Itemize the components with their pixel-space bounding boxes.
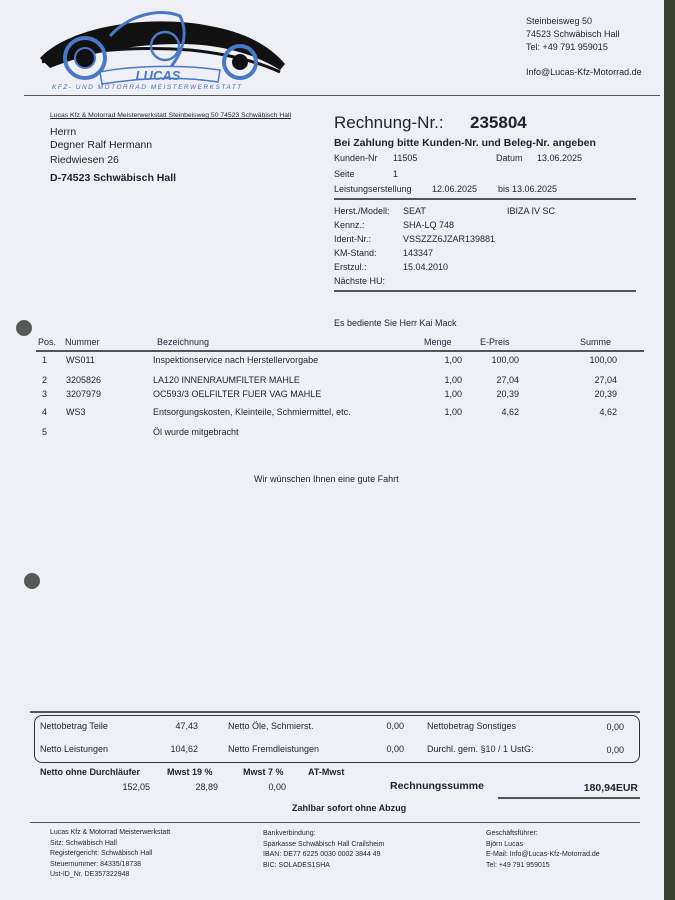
invoice-total-label: Rechnungssumme <box>390 780 484 792</box>
row-pos: 2 <box>42 375 48 385</box>
footer-line: Registergericht: Schwäbisch Hall <box>50 850 153 857</box>
netto-sonstiges-value: 0,00 <box>606 722 624 732</box>
total-underline <box>498 797 640 799</box>
invoice-title: Rechnung-Nr.: <box>334 113 444 132</box>
row-number: 3205826 <box>66 375 102 385</box>
footer-line: Geschäftsführer: <box>486 830 538 837</box>
company-phone: Tel: +49 791 959015 <box>526 42 608 52</box>
plate-label: Kennz.: <box>334 220 365 230</box>
lucas-logo <box>30 6 298 88</box>
row-pos: 3 <box>42 389 48 399</box>
col-header-pos: Pos. <box>38 337 57 347</box>
row-number: WS3 <box>66 407 86 417</box>
row-description: Inspektionservice nach Herstellervorgabe <box>153 355 319 365</box>
customer-number: 11505 <box>393 153 418 163</box>
mwst7-label: Mwst 7 % <box>243 767 284 777</box>
km-value: 143347 <box>403 248 434 258</box>
footer-company-info <box>50 828 170 881</box>
row-sum: 20,39 <box>594 389 617 399</box>
footer-line: Lucas Kfz & Motorrad Meisterwerkstatt <box>50 829 171 836</box>
durchlaeufer-label: Durchl. gem. §10 / 1 UstG: <box>427 744 534 754</box>
km-label: KM-Stand: <box>334 248 377 258</box>
closing-wish: Wir wünschen Ihnen eine gute Fahrt <box>254 474 399 484</box>
row-quantity: 1,00 <box>444 407 462 417</box>
col-header-description: Bezeichnung <box>157 337 210 347</box>
service-to: bis 13.06.2025 <box>498 184 558 194</box>
row-quantity: 1,00 <box>444 355 462 365</box>
recipient-street: Riedwiesen 26 <box>50 154 119 166</box>
row-description: LA120 INNENRAUMFILTER MAHLE <box>153 375 300 385</box>
header-divider <box>24 95 660 96</box>
netto-oele-value: 0,00 <box>386 721 404 731</box>
vehicle-divider <box>334 290 636 292</box>
date-label: Datum <box>496 153 523 163</box>
row-unit-price: 27,04 <box>496 375 519 385</box>
row-sum: 27,04 <box>594 375 617 385</box>
col-header-unit-price: E-Preis <box>480 337 510 347</box>
mwst7-value: 0,00 <box>268 782 286 792</box>
footer-line: BIC: SOLADES1SHA <box>263 861 330 869</box>
punch-hole-top <box>16 320 32 336</box>
row-description: Entsorgungskosten, Kleinteile, Schmiermittel, etc. <box>153 407 351 417</box>
recipient-salutation: Herrn <box>50 126 77 138</box>
col-header-quantity: Menge <box>424 337 452 347</box>
row-description: Öl wurde mitgebracht <box>153 427 239 437</box>
col-header-sum: Summe <box>580 337 612 347</box>
netto-fremd-label: Netto Fremdleistungen <box>228 744 320 754</box>
row-sum: 4,62 <box>599 407 617 417</box>
totals-box <box>34 715 640 763</box>
row-unit-price: 4,62 <box>501 407 519 417</box>
footer-line: Tel: +49 791 959015 <box>486 861 550 869</box>
netto-teile-value: 47,43 <box>175 721 198 731</box>
row-pos: 1 <box>42 355 48 365</box>
row-pos: 5 <box>42 427 48 437</box>
slogan: KFZ- UND MOTORRAD MEISTERWERKSTATT <box>52 84 243 91</box>
totals-top-rule <box>30 711 640 713</box>
netto-oele-label: Netto Öle, Schmierst. <box>228 721 314 731</box>
row-description: OC593/3 OELFILTER FUER VAG MAHLE <box>153 389 322 399</box>
invoice-total-value: 180,94EUR <box>583 782 638 794</box>
netto-leistungen-label: Netto Leistungen <box>40 744 109 754</box>
sender-line: Lucas Kfz & Motorrad Meisterwerkstatt Steinbeisweg 50 74523 Schwäbisch Hall <box>50 112 292 119</box>
customer-label: Kunden-Nr <box>334 153 378 163</box>
logo-text: LUCAS <box>135 68 181 83</box>
vehicle-model: IBIZA IV SC <box>507 206 556 216</box>
col-header-number: Nummer <box>65 337 100 347</box>
footer-divider <box>30 822 640 823</box>
invoice-date: 13.06.2025 <box>537 153 583 163</box>
served-by: Es bediente Sie Herr Kai Mack <box>334 318 457 328</box>
netto-fremd-value: 0,00 <box>386 744 404 754</box>
page-number: 1 <box>393 169 399 179</box>
netto-sonstiges-label: Nettobetrag Sonstiges <box>427 721 517 731</box>
footer-line: Steuernummer: 84335/18738 <box>50 860 142 868</box>
netto-leistungen-value: 104,62 <box>170 744 198 754</box>
company-street: Steinbeisweg 50 <box>526 16 593 26</box>
footer-management-info <box>486 829 600 871</box>
company-email: Info@Lucas-Kfz-Motorrad.de <box>526 67 642 77</box>
footer-line: E-Mail: Info@Lucas-Kfz-Motorrad.de <box>486 851 600 858</box>
netto-ohne-durchlaeufer-label: Netto ohne Durchläufer <box>40 767 141 777</box>
row-sum: 100,00 <box>589 355 617 365</box>
recipient-city: D-74523 Schwäbisch Hall <box>50 172 177 184</box>
registration-value: 15.04.2010 <box>403 262 449 272</box>
vehicle-make: SEAT <box>403 206 426 216</box>
vehicle-model-label: Herst./Modell: <box>334 206 390 216</box>
company-city: 74523 Schwäbisch Hall <box>526 29 620 39</box>
row-number: WS011 <box>66 355 95 365</box>
page-label: Seite <box>334 169 355 179</box>
recipient-name: Degner Ralf Hermann <box>50 139 153 151</box>
row-number: 3207979 <box>66 389 102 399</box>
footer-line: Sitz: Schwäbisch Hall <box>50 839 117 847</box>
row-quantity: 1,00 <box>444 389 462 399</box>
mwst19-label: Mwst 19 % <box>167 767 213 777</box>
row-quantity: 1,00 <box>444 375 462 385</box>
vin-label: Ident-Nr.: <box>334 234 372 244</box>
footer-line: Sparkasse Schwäbisch Hall Crailsheim <box>263 840 385 848</box>
mwst19-value: 28,89 <box>195 782 218 792</box>
row-unit-price: 20,39 <box>496 389 519 399</box>
row-unit-price: 100,00 <box>491 355 519 365</box>
row-pos: 4 <box>42 407 48 417</box>
service-from: 12.06.2025 <box>432 184 478 194</box>
footer-line: Ust-ID_Nr. DE357322948 <box>50 871 130 878</box>
registration-label: Erstzul.: <box>334 262 367 272</box>
footer-line: IBAN: DE77 6225 0030 0002 3844 49 <box>263 851 381 858</box>
at-mwst-label: AT-Mwst <box>308 767 345 777</box>
punch-hole-bottom <box>24 573 40 589</box>
hu-label: Nächste HU: <box>334 276 386 286</box>
footer-line: Bankverbindung: <box>263 830 316 837</box>
service-label: Leistungserstellung <box>334 184 412 194</box>
payment-notice: Bei Zahlung bitte Kunden-Nr. und Beleg-Nr. angeben <box>334 137 596 149</box>
netto-teile-label: Nettobetrag Teile <box>40 721 108 731</box>
table-header-divider <box>36 350 644 352</box>
footer-bank-info <box>263 829 384 871</box>
durchlaeufer-value: 0,00 <box>606 745 624 755</box>
invoice-header-divider <box>334 198 636 200</box>
plate-value: SHA-LQ 748 <box>403 220 455 230</box>
vin-value: VSSZZZ6JZAR139881 <box>403 234 496 244</box>
footer-line: Björn Lucas <box>486 840 523 848</box>
netto-ohne-durchlaeufer-value: 152,05 <box>122 782 150 792</box>
payment-terms: Zahlbar sofort ohne Abzug <box>292 803 407 813</box>
invoice-number: 235804 <box>470 113 527 132</box>
